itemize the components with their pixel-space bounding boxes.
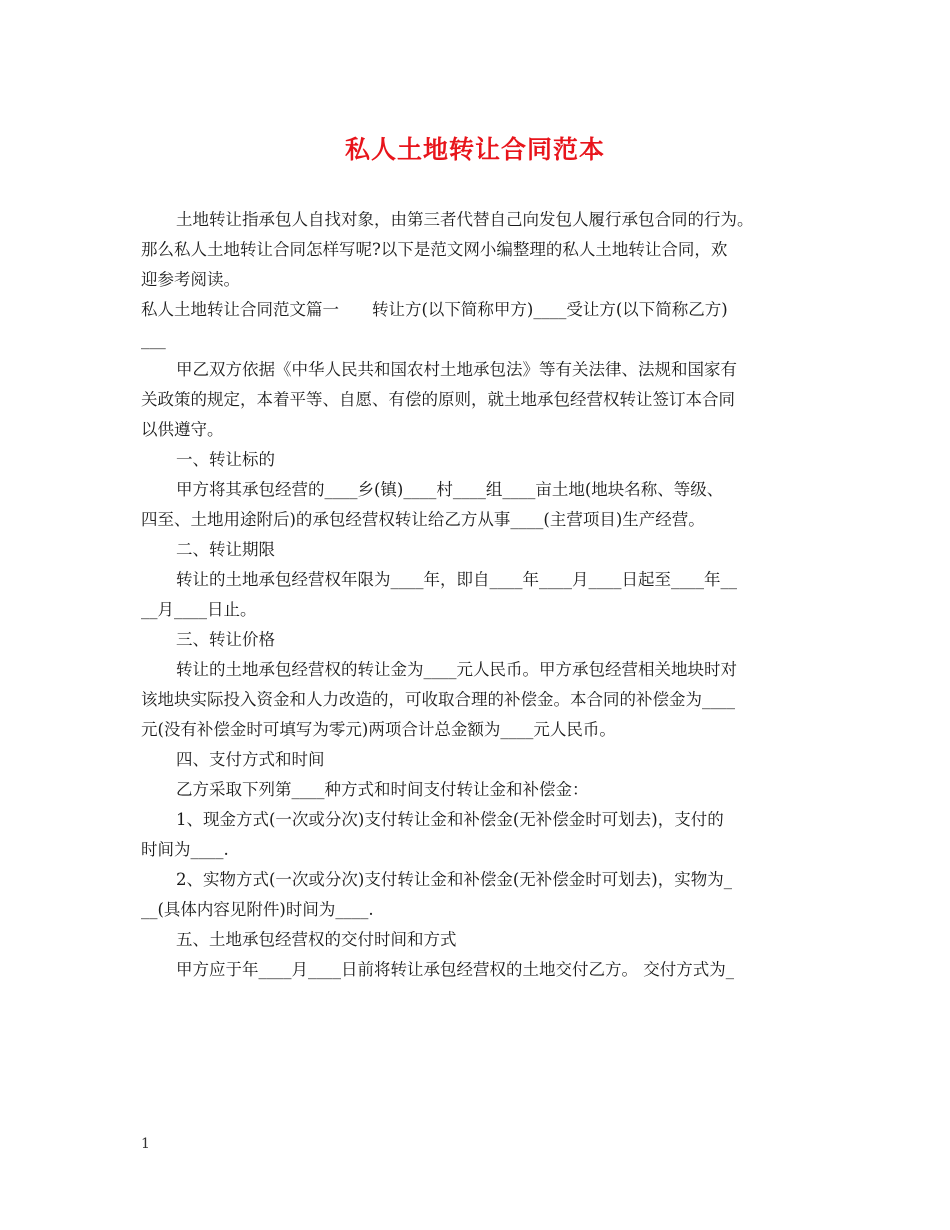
body-line: 乙方采取下列第____种方式和时间支付转让金和补偿金： [176,780,589,799]
body-line: 甲方将其承包经营的____乡(镇)____村____组____亩土地(地块名称、等级、 [176,480,724,499]
body-line: 二、转让期限 [176,540,275,559]
page-number: 1 [141,1136,150,1152]
body-line: __(具体内容见附件)时间为____. [141,900,374,919]
body-line: 一、转让标的 [176,450,275,469]
body-line: 该地块实际投入资金和人力改造的，可收取合理的补偿金。本合同的补偿金为____ [141,690,735,709]
body-line: __月____日止。 [141,600,257,619]
body-line: 甲方应于年____月____日前将转让承包经营权的土地交付乙方。 交付方式为_ [176,960,734,979]
body-line: 土地转让指承包人自找对象，由第三者代替自己向发包人履行承包合同的行为。 [176,210,754,229]
body-line: 关政策的规定，本着平等、自愿、有偿的原则，就土地承包经营权转让签订本合同 [141,390,735,409]
body-line: 2、实物方式(一次或分次)支付转让金和补偿金(无补偿金时可划去)，实物为_ [176,870,732,889]
body-line: 甲乙双方依据《中华人民共和国农村土地承包法》等有关法律、法规和国家有 [176,360,737,379]
body-line: 私人土地转让合同范文篇一 转让方(以下简称甲方)____受让方(以下简称乙方) [141,300,728,319]
body-line: 那么私人土地转让合同怎样写呢?以下是范文网小编整理的私人土地转让合同，欢 [141,240,728,259]
body-line: 转让的土地承包经营权的转让金为____元人民币。甲方承包经营相关地块时对 [176,660,737,679]
body-line: 四、支付方式和时间 [176,750,325,769]
body-line: 四至、土地用途附后)的承包经营权转让给乙方从事____(主营项目)生产经营。 [141,510,705,529]
body-line: 转让的土地承包经营权年限为____年，即自____年____月____日起至____年__ [176,570,737,589]
document-body [141,205,813,985]
body-line: 元(没有补偿金时可填写为零元)两项合计总金额为____元人民币。 [141,720,616,739]
body-line: 以供遵守。 [141,420,224,439]
body-line: 时间为____. [141,840,229,859]
body-line: ___ [141,330,166,349]
body-line: 三、转让价格 [176,630,275,649]
body-line: 1、现金方式(一次或分次)支付转让金和补偿金(无补偿金时可划去)，支付的 [176,810,724,829]
body-line: 五、土地承包经营权的交付时间和方式 [176,930,457,949]
body-line: 迎参考阅读。 [141,270,240,289]
document-title: 私人土地转让合同范本 [344,135,605,164]
